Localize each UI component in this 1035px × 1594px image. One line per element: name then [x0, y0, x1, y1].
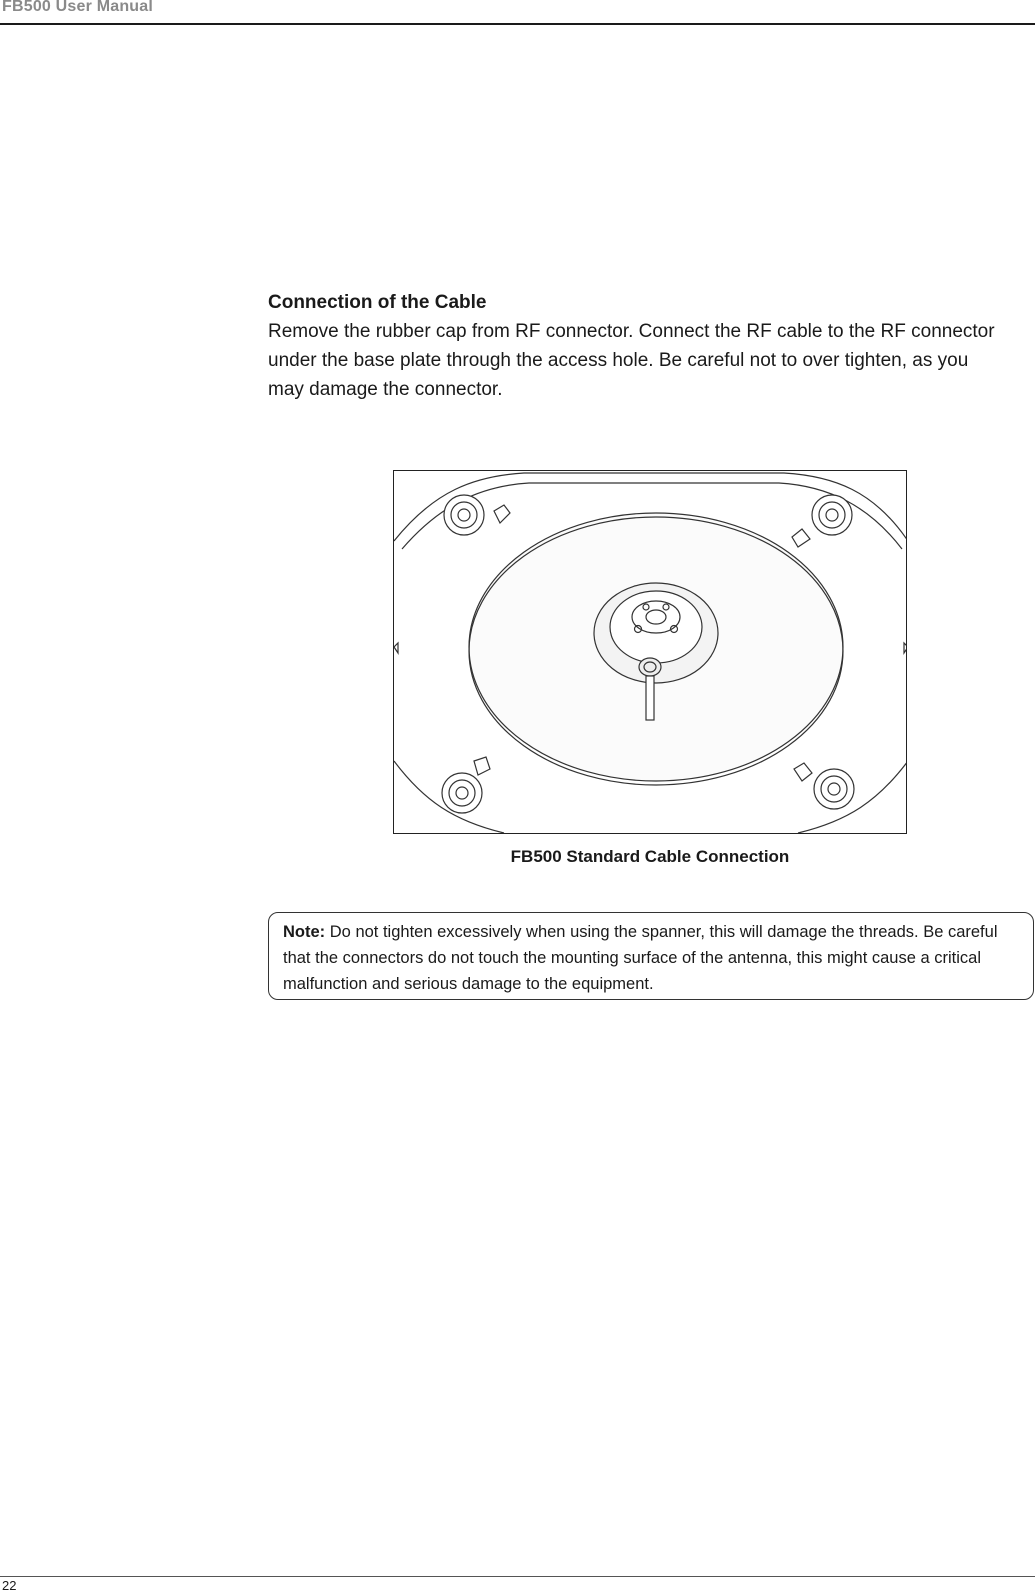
note-text: Do not tighten excessively when using the spanner, this will damage the threads. Be careful that the connectors do not touch the mounting surface of the antenna, this might cause a critical malfunction and serious damage to the equipment. — [283, 923, 998, 993]
note-box — [268, 912, 1034, 1000]
section-cable-connection — [268, 288, 1008, 404]
note-label: Note: — [283, 923, 326, 941]
antenna-base-drawing — [394, 471, 907, 834]
footer-rule — [0, 1576, 1035, 1577]
section-heading: Connection of the Cable — [268, 292, 487, 313]
running-header: FB500 User Manual — [2, 0, 154, 15]
figure-caption: FB500 Standard Cable Connection — [510, 847, 790, 866]
cable-connection-figure — [393, 470, 907, 834]
section-paragraph: Remove the rubber cap from RF connector. Connect the RF cable to the RF connector under the base plate through the access hole. Be careful not to over tighten, as you may damage the connector. — [268, 321, 995, 400]
page-number: 22 — [2, 1578, 17, 1593]
header-rule — [0, 23, 1035, 25]
